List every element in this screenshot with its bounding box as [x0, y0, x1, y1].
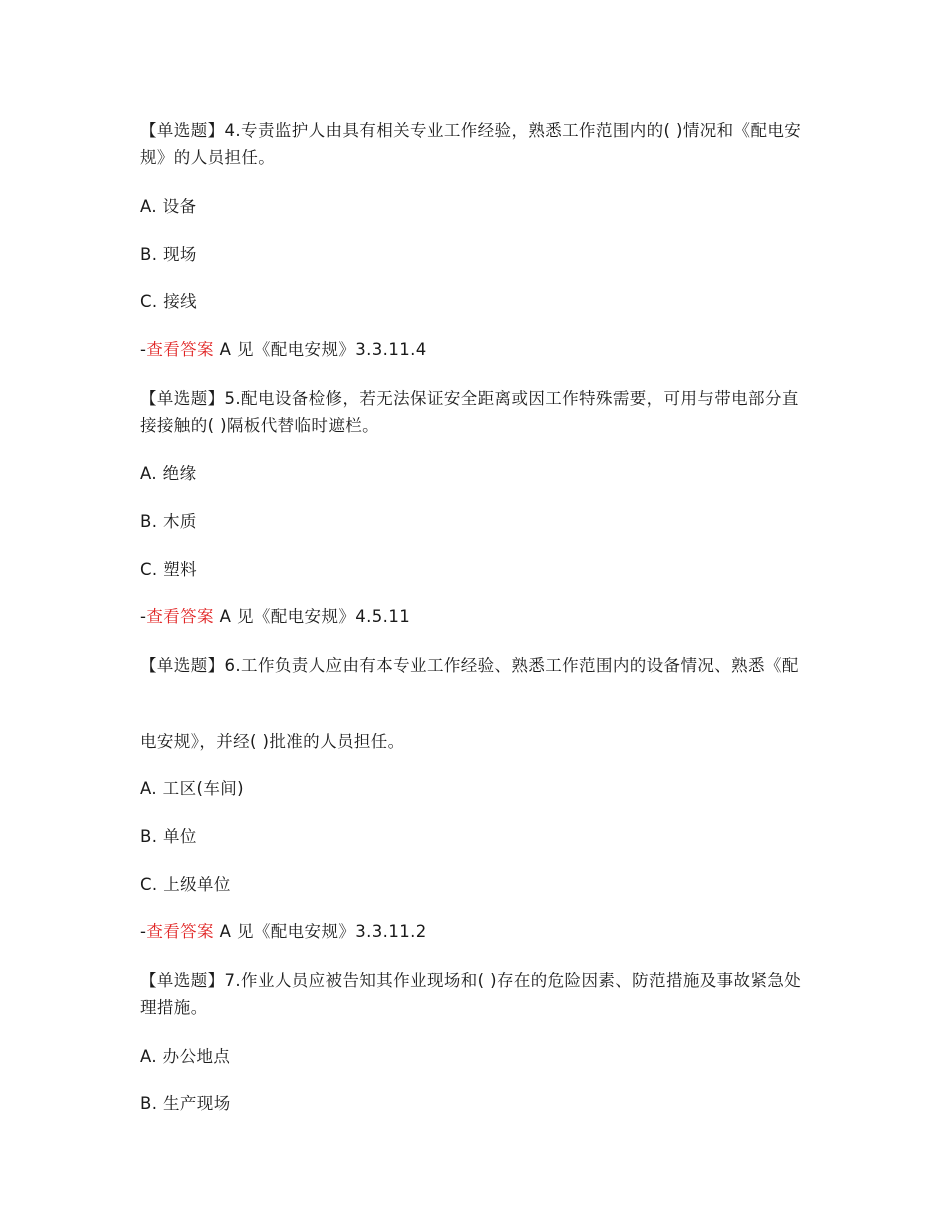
question-6-option-a: A. 工区(车间): [140, 779, 244, 798]
question-6-option-c: C. 上级单位: [140, 875, 231, 894]
question-4-option-b: B. 现场: [140, 245, 197, 264]
question-6-answer: [140, 919, 427, 945]
view-answer-link[interactable]: 查看答案: [146, 922, 214, 941]
answer-prefix: -: [140, 922, 147, 941]
answer-text: A 见《配电安规》3.3.11.4: [213, 340, 427, 359]
question-5-option-a: A. 绝缘: [140, 464, 197, 483]
question-6-stem: 【单选题】6.工作负责人应由有本专业工作经验、熟悉工作范围内的设备情况、熟悉《配: [140, 656, 799, 675]
question-7-stem: 【单选题】7.作业人员应被告知其作业现场和( )存在的危险因素、防范措施及事故紧急处理措施。: [140, 971, 802, 1017]
answer-prefix: -: [140, 607, 147, 626]
question-7-option-a: A. 办公地点: [140, 1047, 231, 1066]
answer-text: A 见《配电安规》4.5.11: [213, 607, 411, 626]
answer-prefix: -: [140, 340, 147, 359]
question-4-stem: 【单选题】4.专责监护人由具有相关专业工作经验，熟悉工作范围内的( )情况和《配电安规》的人员担任。: [140, 121, 802, 167]
view-answer-link[interactable]: 查看答案: [146, 340, 214, 359]
question-4-answer: [140, 337, 427, 363]
question-4-option-a: A. 设备: [140, 197, 197, 216]
question-5-option-b: B. 木质: [140, 512, 197, 531]
question-4-option-c: C. 接线: [140, 292, 198, 311]
question-5-option-c: C. 塑料: [140, 560, 198, 579]
question-6-stem-continued: 电安规》，并经( )批准的人员担任。: [140, 732, 405, 751]
answer-text: A 见《配电安规》3.3.11.2: [213, 922, 427, 941]
question-7-option-b: B. 生产现场: [140, 1094, 231, 1113]
view-answer-link[interactable]: 查看答案: [146, 607, 214, 626]
question-5-answer: [140, 604, 410, 630]
question-5-stem: 【单选题】5.配电设备检修，若无法保证安全距离或因工作特殊需要，可用与带电部分直接接触的( )隔板代替临时遮栏。: [140, 389, 799, 435]
question-6-option-b: B. 单位: [140, 827, 197, 846]
